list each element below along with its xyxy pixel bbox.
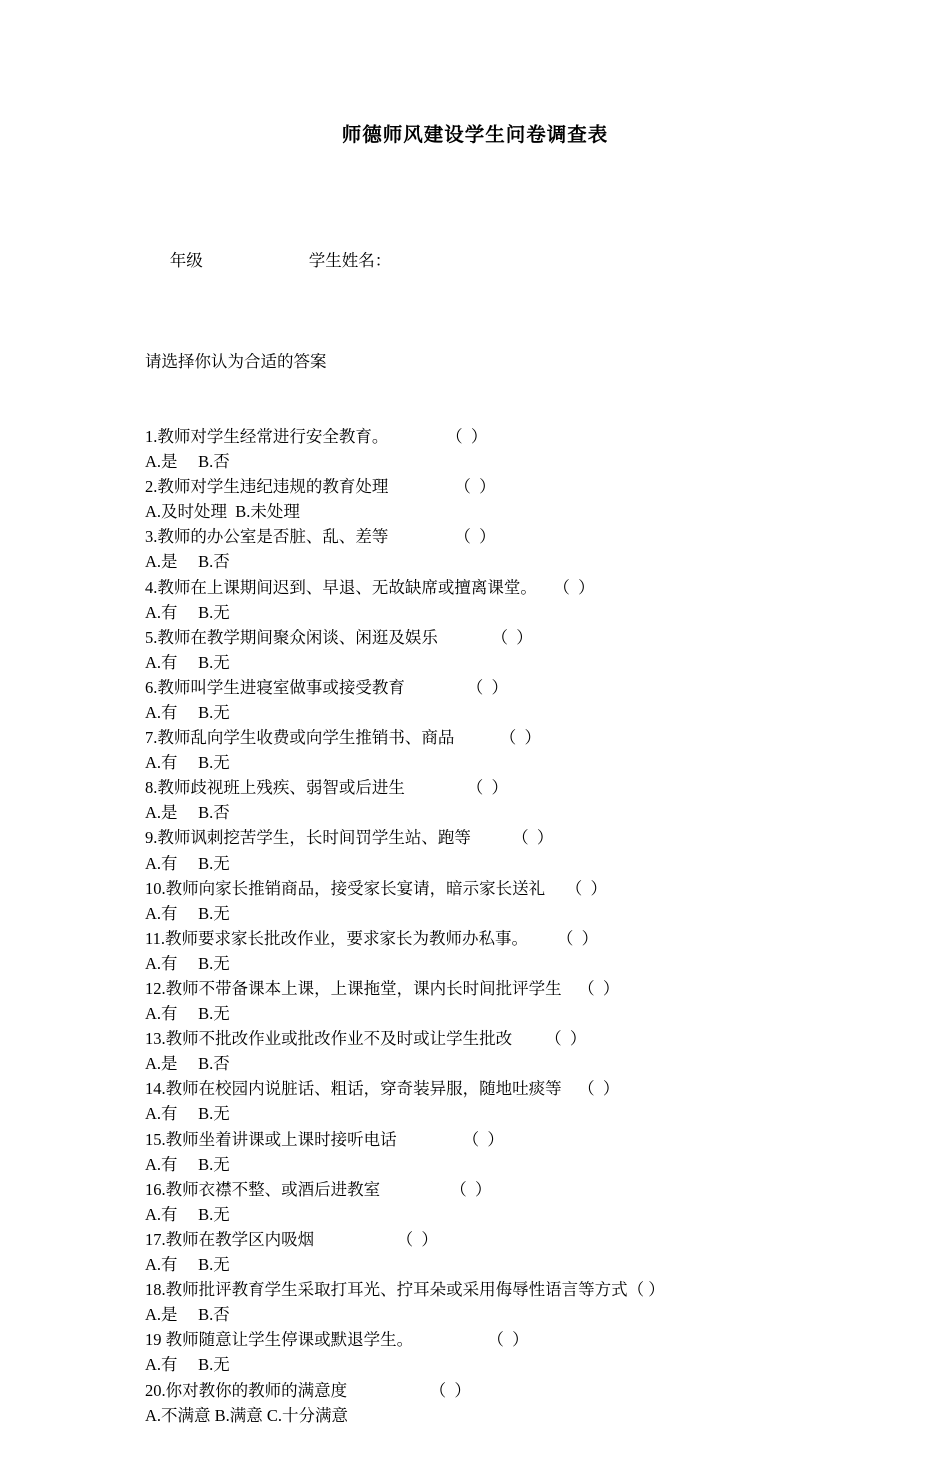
grade-label: 年级 <box>169 251 203 271</box>
answer-options-line: A.及时处理 B.未处理 <box>145 502 300 522</box>
question-line: 4.教师在上课期间迟到、早退、无故缺席或擅离课堂。 （ ） <box>145 577 595 597</box>
question-line: 18.教师批评教育学生采取打耳光、拧耳朵或采用侮辱性语言等方式（ ） <box>145 1280 665 1300</box>
document-body <box>145 173 905 1478</box>
answer-options-line: A.有 B.无 <box>145 953 230 973</box>
question-line: 14.教师在校园内说脏话、粗话，穿奇装异服，随地吐痰等 （ ） <box>145 1079 620 1099</box>
answer-options-line: A.有 B.无 <box>145 1104 230 1124</box>
question-line: 19 教师随意让学生停课或默退学生。 （ ） <box>145 1330 529 1350</box>
question-list <box>145 424 905 1428</box>
answer-options-line: A.有 B.无 <box>145 1004 230 1024</box>
answer-options-line: A.有 B.无 <box>145 1255 230 1275</box>
question-line: 5.教师在教学期间聚众闲谈、闲逛及娱乐 （ ） <box>145 627 533 647</box>
answer-options-line: A.有 B.无 <box>145 853 230 873</box>
question-line: 3.教师的办公室是否脏、乱、差等 （ ） <box>145 527 496 547</box>
answer-options-line: A.有 B.无 <box>145 1154 230 1174</box>
question-line: 13.教师不批改作业或批改作业不及时或让学生批改 （ ） <box>145 1029 587 1049</box>
answer-options-line: A.是 B.否 <box>145 452 230 472</box>
answer-options-line: A.有 B.无 <box>145 903 230 923</box>
answer-options-line: A.不满意 B.满意 C.十分满意 <box>145 1405 349 1425</box>
question-line: 16.教师衣襟不整、或酒后进教室 （ ） <box>145 1179 492 1199</box>
question-line: 1.教师对学生经常进行安全教育。 （ ） <box>145 426 488 446</box>
question-line: 17.教师在教学区内吸烟 （ ） <box>145 1229 438 1249</box>
answer-options-line: A.是 B.否 <box>145 1305 230 1325</box>
answer-options-line: A.有 B.无 <box>145 702 230 722</box>
answer-options-line: A.有 B.无 <box>145 602 230 622</box>
question-line: 11.教师要求家长批改作业，要求家长为教师办私事。 （ ） <box>145 928 599 948</box>
answer-options-line: A.是 B.否 <box>145 803 230 823</box>
answer-options-line: A.是 B.否 <box>145 552 230 572</box>
document-title: 师德师风建设学生问卷调查表 <box>341 125 609 146</box>
instruction-line: 请选择你认为合适的答案 <box>145 351 327 371</box>
question-line: 10.教师向家长推销商品，接受家长宴请，暗示家长送礼 （ ） <box>145 878 607 898</box>
student-name-label: 学生姓名： <box>308 251 392 271</box>
question-line: 6.教师叫学生进寝室做事或接受教育 （ ） <box>145 677 508 697</box>
answer-options-line: A.有 B.无 <box>145 652 230 672</box>
answer-options-line: A.有 B.无 <box>145 1204 230 1224</box>
answer-options-line: A.有 B.无 <box>145 1355 230 1375</box>
question-line: 20.你对教你的教师的满意度 （ ） <box>145 1380 471 1400</box>
question-line: 2.教师对学生违纪违规的教育处理 （ ） <box>145 477 496 497</box>
question-line: 15.教师坐着讲课或上课时接听电话 （ ） <box>145 1129 504 1149</box>
meta-line <box>145 223 905 298</box>
answer-options-line: A.有 B.无 <box>145 753 230 773</box>
question-line: 8.教师歧视班上残疾、弱智或后进生 （ ） <box>145 778 508 798</box>
question-line: 7.教师乱向学生收费或向学生推销书、商品 （ ） <box>145 728 541 748</box>
question-line: 9.教师讽刺挖苦学生，长时间罚学生站、跑等 （ ） <box>145 828 554 848</box>
question-line: 12.教师不带备课本上课，上课拖堂，课内长时间批评学生 （ ） <box>145 979 620 998</box>
answer-options-line: A.是 B.否 <box>145 1054 230 1074</box>
